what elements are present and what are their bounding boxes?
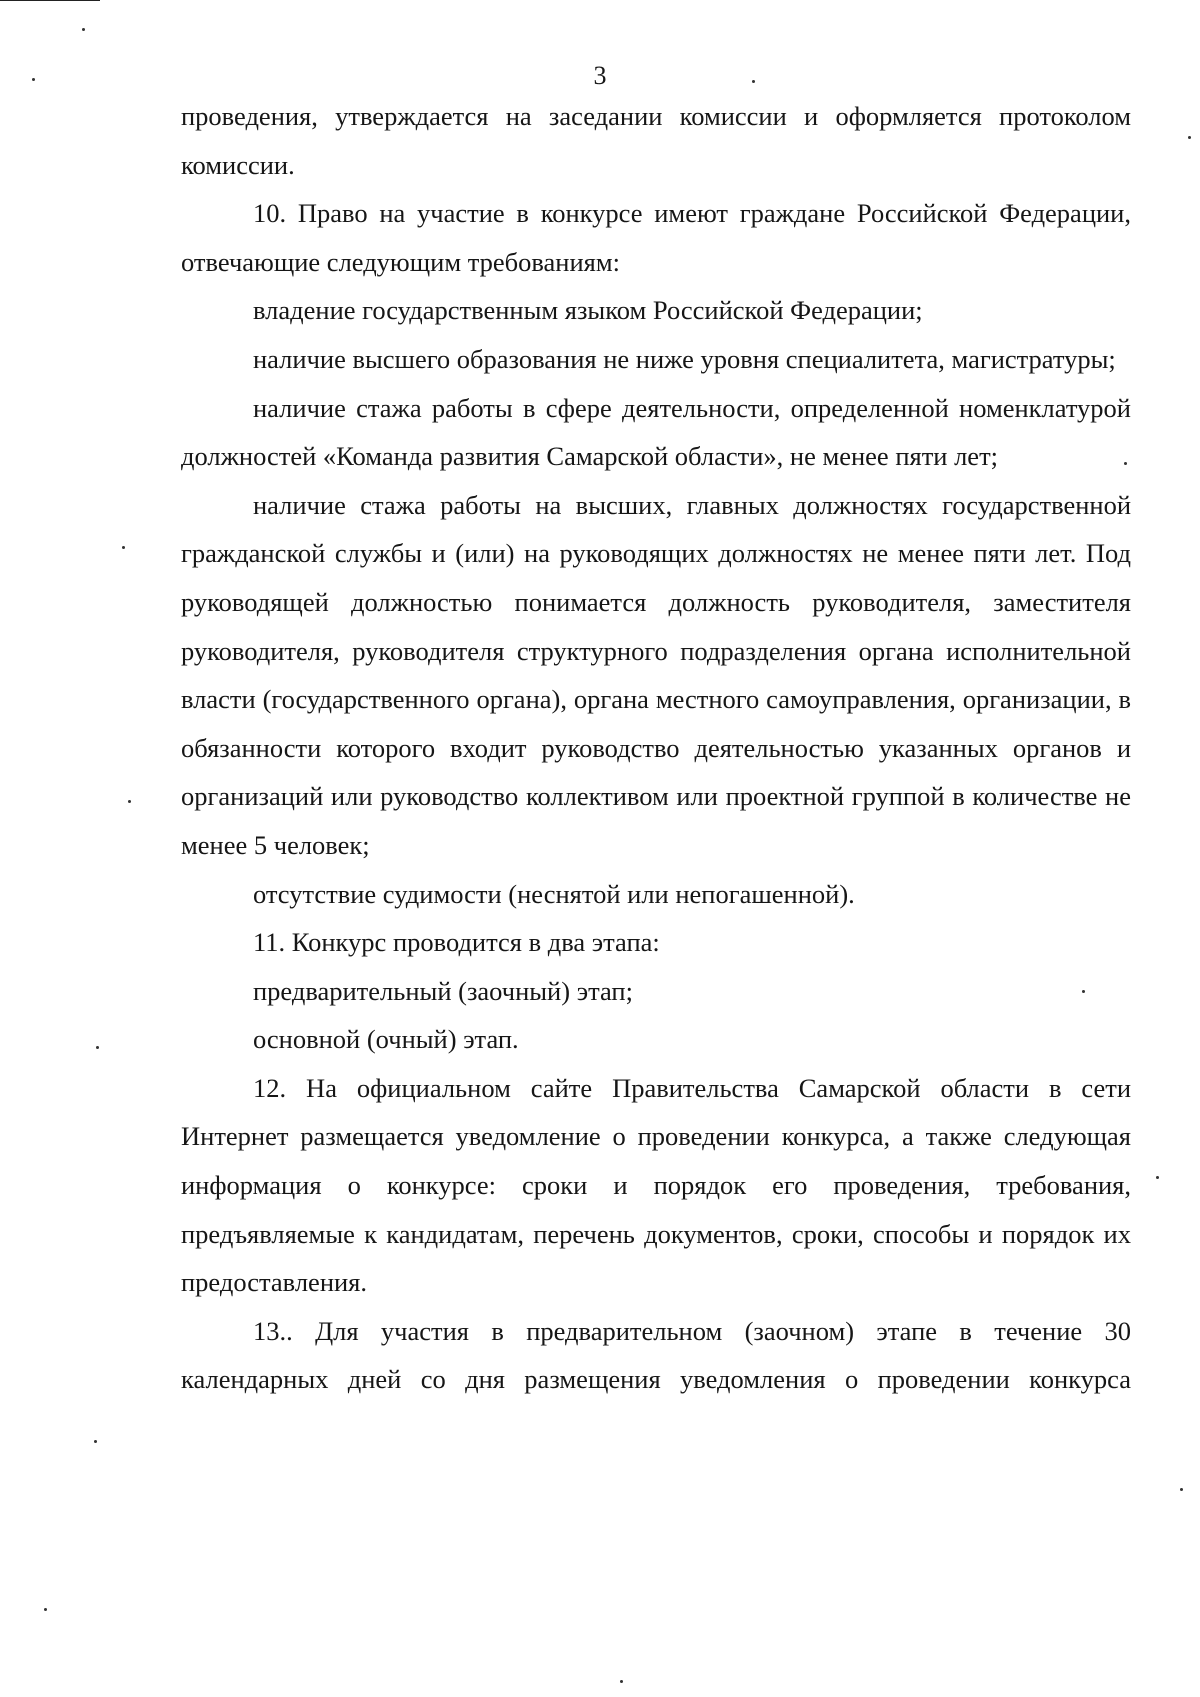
scan-speck <box>96 1046 99 1049</box>
paragraph-item-12: 12. На официальном сайте Правительства Самарской области в сети Интернет размещается уведомление о проведении конкурса, а также следующая информация о конкурсе: сроки и порядок его проведения, требования, предъявляемые к кандидатам, перечень документов, сроки, способы и порядок их предоставления. <box>181 1072 1131 1298</box>
scan-speck <box>122 546 125 549</box>
requirement-language: владение государственным языком Российской Федерации; <box>253 295 923 326</box>
stage-preliminary: предварительный (заочный) этап; <box>253 975 633 1006</box>
scan-speck <box>82 28 85 31</box>
document-body <box>181 92 1131 1404</box>
scan-edge-mark <box>0 0 100 5</box>
scan-speck <box>1180 1488 1183 1491</box>
scan-speck <box>1082 990 1085 993</box>
scan-speck <box>1124 462 1127 465</box>
stage-main: основной (очный) этап. <box>253 1024 519 1055</box>
scan-speck <box>752 80 755 83</box>
scan-speck <box>94 1440 97 1443</box>
requirement-no-criminal-record: отсутствие судимости (неснятой или непогашенной). <box>253 878 855 909</box>
scan-speck <box>44 1608 47 1611</box>
paragraph-continuation: проведения, утверждается на заседании комиссии и оформляется протоколом комиссии. <box>181 101 1131 180</box>
scan-speck <box>32 78 35 81</box>
requirement-experience-management: наличие стажа работы на высших, главных должностях государственной гражданской службы и (или) на руководящих должностях не менее пяти лет. Под руководящей должностью понимается должность руководителя, заместителя руководителя, руководителя структурного подразделения органа исполнительной власти (государственного органа), органа местного самоуправления, организации, в обязанности которого входит руководство деятельностью указанных органов и организаций или руководство коллективом или проектной группой в количестве не менее 5 человек; <box>181 489 1131 860</box>
requirement-experience-sphere: наличие стажа работы в сфере деятельности, определенной номенклатурой должностей «Команда развития Самарской области», не менее пяти лет; <box>181 392 1131 472</box>
paragraph-item-10: 10. Право на участие в конкурсе имеют граждане Российской Федерации, отвечающие следующим требованиям: <box>181 198 1131 277</box>
scan-speck <box>620 1680 623 1683</box>
scan-speck <box>1156 1176 1159 1179</box>
page-number: 3 <box>593 61 607 90</box>
scan-speck <box>128 800 131 803</box>
requirement-education: наличие высшего образования не ниже уровня специалитета, магистратуры; <box>253 343 1116 374</box>
paragraph-item-11: 11. Конкурс проводится в два этапа: <box>253 927 660 958</box>
paragraph-item-13: 13.. Для участия в предварительном (заочном) этапе в течение 30 календарных дней со дня размещения уведомления о проведении конкурса <box>181 1315 1131 1395</box>
scan-speck <box>1188 136 1191 139</box>
